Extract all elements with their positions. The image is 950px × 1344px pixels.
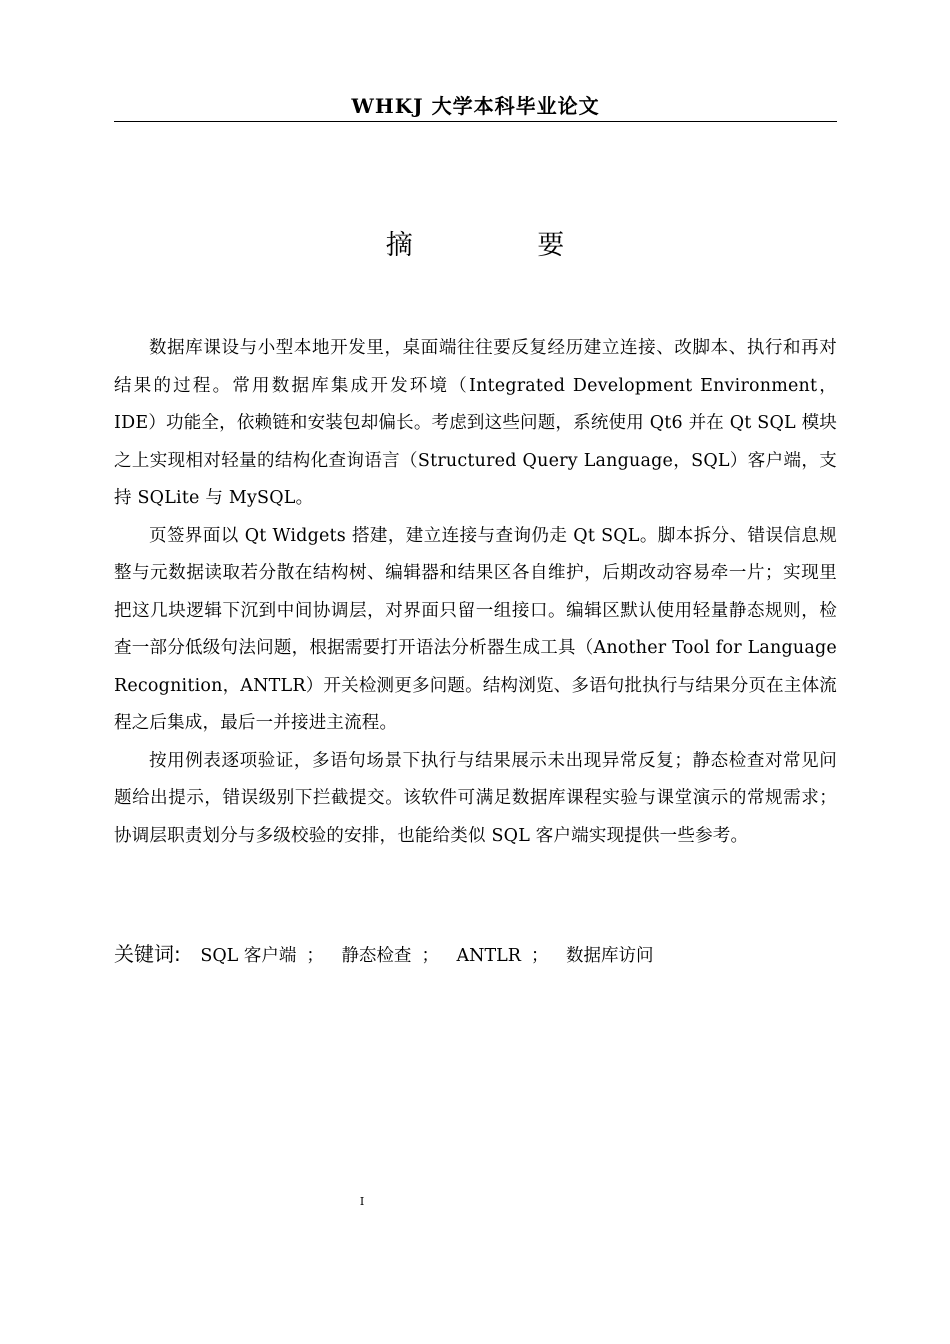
abstract-body	[114, 330, 837, 855]
keyword-item: 数据库访问	[566, 946, 654, 966]
keyword-separator: ；	[421, 946, 439, 966]
keywords-line	[114, 936, 837, 974]
keyword-separator: ；	[530, 946, 549, 966]
keyword-separator: ；	[306, 946, 324, 966]
keywords-label: 关键词:	[114, 942, 181, 966]
keyword-item: ANTLR	[456, 946, 521, 966]
abstract-paragraph-2: 页签界面以 Qt Widgets 搭建，建立连接与查询仍走 Qt SQL。脚本拆分、错误信息规整与元数据读取若分散在结构树、编辑器和结果区各自维护，后期改动容易牵一片；实现里把这几块逻辑下沉到中间协调层，对界面只留一组接口。编辑区默认使用轻量静态规则，检查一部分低级句法问题，根据需要打开语法分析器生成工具（Another Tool for Language Recognition，ANTLR）开关检测更多问题。结构浏览、多语句批执行与结果分页在主体流程之后集成，最后一并接进主流程。	[114, 525, 837, 733]
abstract-heading: 摘 要	[385, 230, 623, 261]
abstract-paragraph-3: 按用例表逐项验证，多语句场景下执行与结果展示未出现异常反复；静态检查对常见问题给出提示，错误级别下拦截提交。该软件可满足数据库课程实验与课堂演示的常规需求；协调层职责划分与多级校验的安排，也能给类似 SQL 客户端实现提供一些参考。	[114, 750, 837, 846]
keyword-item: SQL 客户端	[200, 946, 297, 966]
page-number: I	[359, 1195, 365, 1208]
abstract-paragraph-1: 数据库课设与小型本地开发里，桌面端往往要反复经历建立连接、改脚本、执行和再对结果的过程。常用数据库集成开发环境（Integrated Development Environment，IDE）功能全，依赖链和安装包却偏长。考虑到这些问题，系统使用 Qt6 并在 Qt SQL 模块之上实现相对轻量的结构化查询语言（Structured Query Language，SQL）客户端，支持 SQLite 与 MySQL。	[114, 338, 837, 508]
header-title: WHKJ 大学本科毕业论文	[351, 94, 600, 118]
running-header	[114, 92, 837, 122]
keyword-item: 静态检查	[341, 946, 412, 966]
